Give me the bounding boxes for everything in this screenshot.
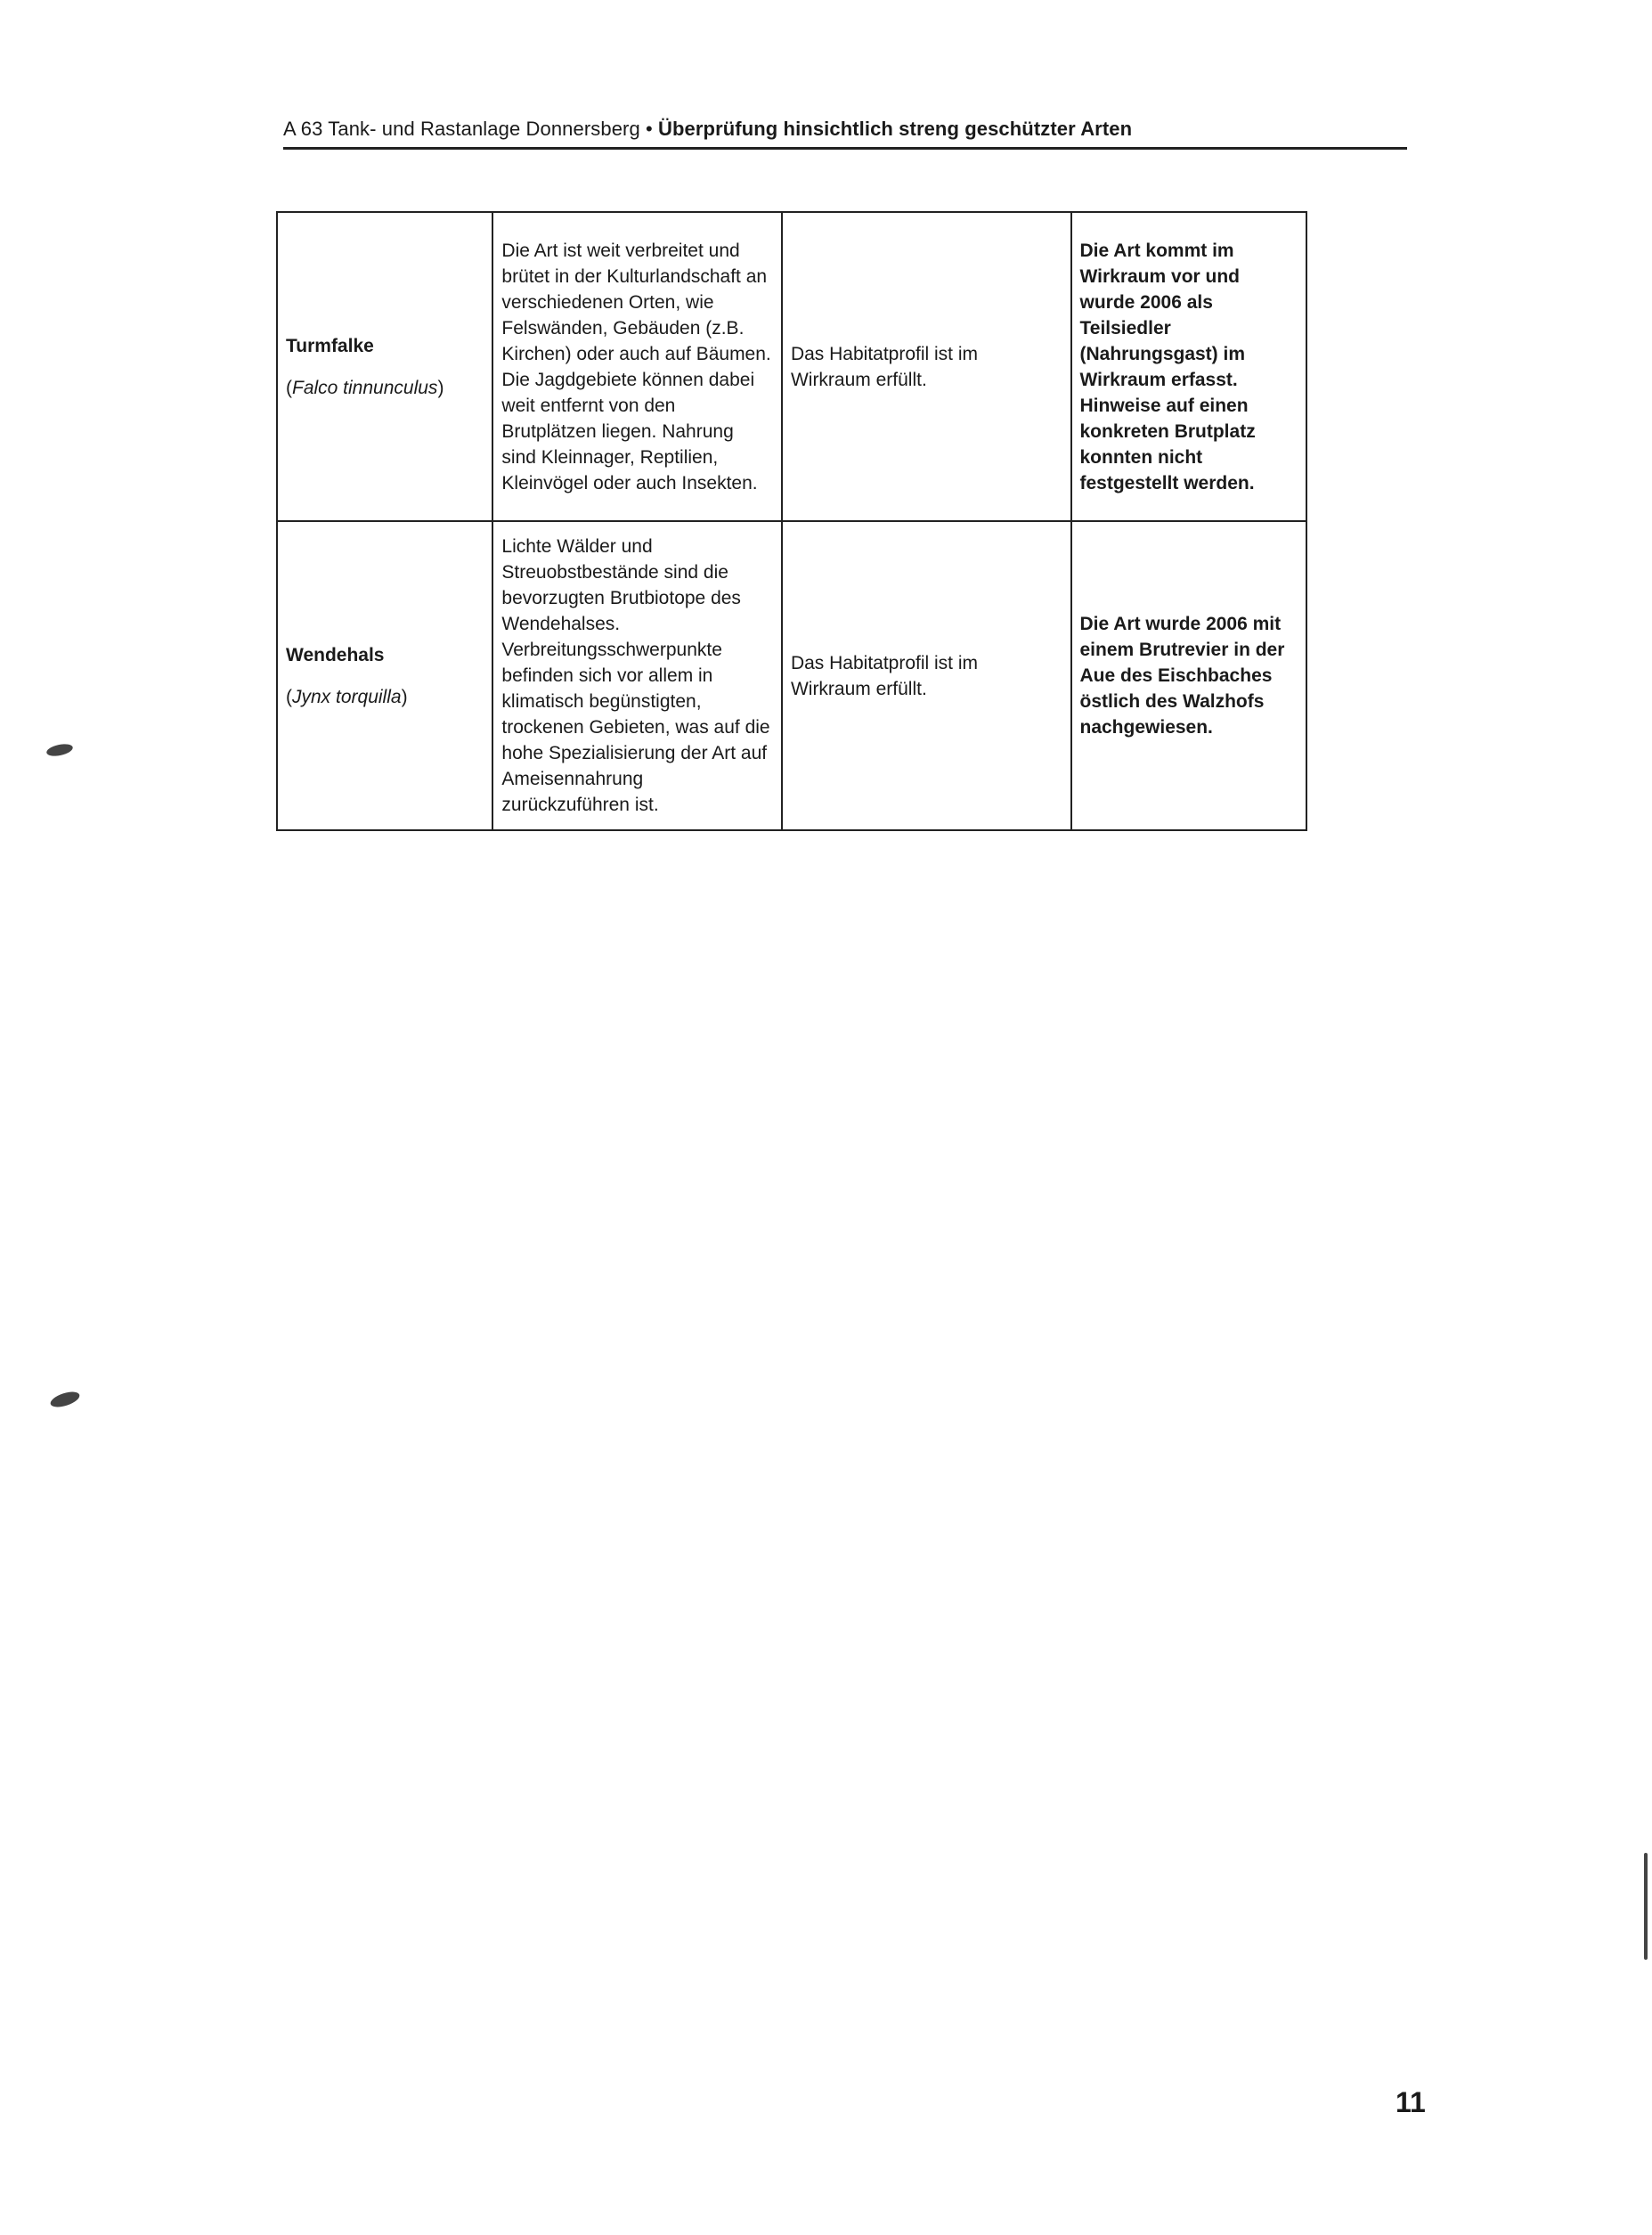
table-row — [277, 521, 1306, 830]
header-title: Überprüfung hinsichtlich streng geschützter Arten — [658, 118, 1133, 140]
latin-name: Falco tinnunculus — [292, 377, 438, 398]
species-table — [276, 211, 1307, 831]
species-name: Wendehals — [286, 644, 385, 665]
species-cell — [277, 521, 492, 830]
habitat-cell: Das Habitatprofil ist im Wirkraum erfüllt. — [782, 212, 1071, 521]
occurrence-cell: Die Art wurde 2006 mit einem Brutrevier in der Aue des Eischbaches östlich des Walzhofs nachgewiesen. — [1071, 521, 1307, 830]
species-latin: (Falco tinnunculus) — [286, 377, 444, 398]
page-number: 11 — [1396, 2086, 1426, 2118]
species-cell — [277, 212, 492, 521]
header-rule — [283, 147, 1407, 150]
habitat-cell: Das Habitatprofil ist im Wirkraum erfüllt. — [782, 521, 1071, 830]
occurrence-cell: Die Art kommt im Wirkraum vor und wurde 2006 als Teilsiedler (Nahrungsgast) im Wirkraum erfasst. Hinweise auf einen konkreten Brutplatz konnten nicht festgestellt werden. — [1071, 212, 1307, 521]
latin-name: Jynx torquilla — [292, 686, 402, 707]
description-cell: Lichte Wälder und Streuobstbestände sind die bevorzugten Brutbiotope des Wendehalses. Verbreitungsschwerpunkte befinden sich vor allem in klimatisch begünstigten, trockenen Gebieten, was auf die hohe Spezialisierung der Art auf Ameisennahrung zurückzuführen ist. — [492, 521, 782, 830]
header-prefix: A 63 Tank- und Rastanlage Donnersberg • — [283, 118, 659, 140]
species-latin: (Jynx torquilla) — [286, 686, 408, 707]
scan-speck — [45, 742, 74, 758]
description-cell: Die Art ist weit verbreitet und brütet in der Kulturlandschaft an verschiedenen Orten, wie Felswänden, Gebäuden (z.B. Kirchen) oder auch auf Bäumen. Die Jagdgebiete können dabei weit entfernt von den Brutplätzen liegen. Nahrung sind Kleinnager, Reptilien, Kleinvögel oder auch Insekten. — [492, 212, 782, 521]
page-header — [283, 118, 1132, 141]
scan-speck — [49, 1389, 82, 1410]
scan-speck — [1644, 1853, 1648, 1960]
table-row — [277, 212, 1306, 521]
species-name: Turmfalke — [286, 335, 374, 356]
